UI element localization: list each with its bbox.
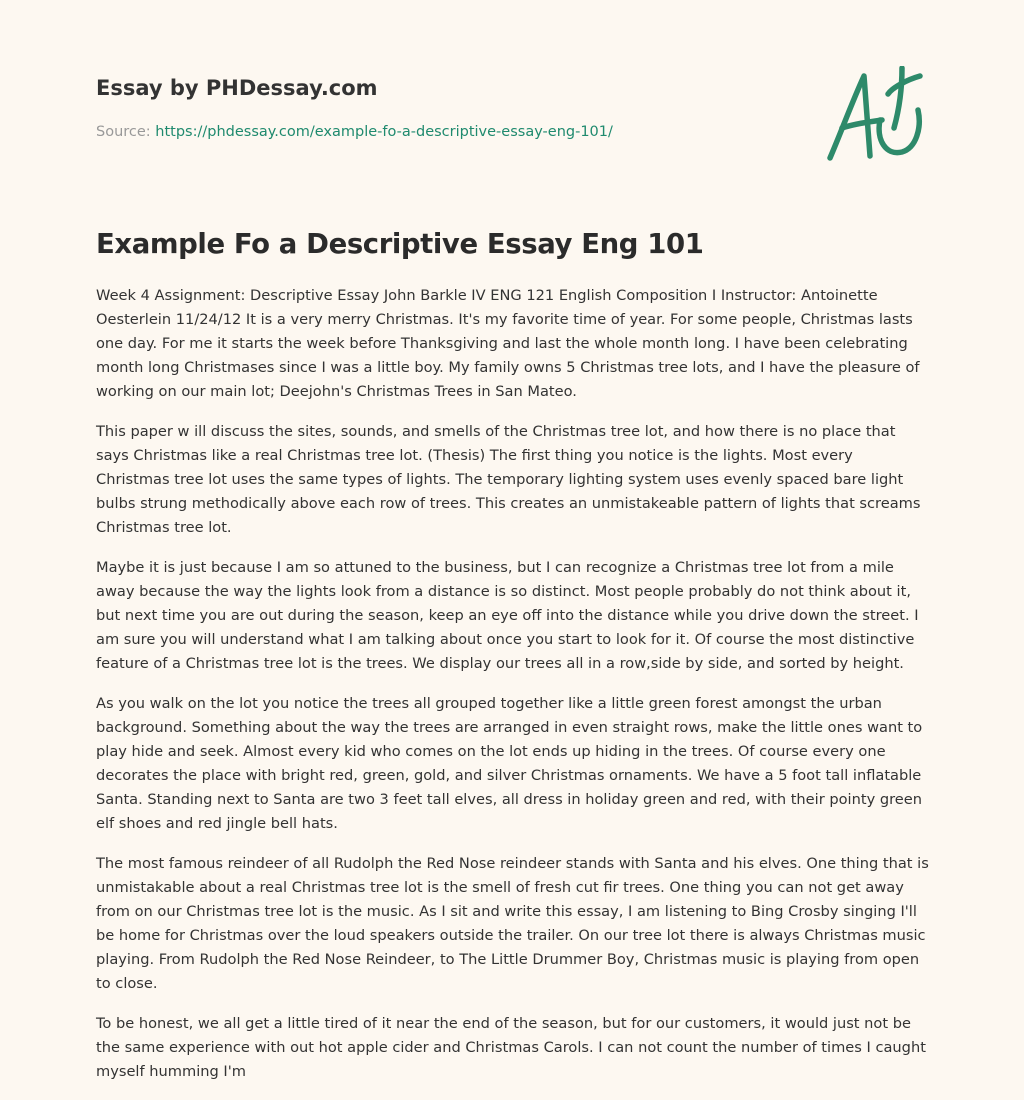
a-plus-logo-icon xyxy=(820,66,932,166)
essay-paragraph: Maybe it is just because I am so attuned to the business, but I can recognize a Christmas tree lot from a mile away because the way the lights look from a distance is so distinct. Most people probably do not think about it, but next time you are out during the season, keep an eye off into the distance while you drive down the street. I am sure you will understand what I am talking about once you start to look for it. Of course the most distinctive feature of a Christmas tree lot is the trees. We display our trees all in a row,side by side, and sorted by height. xyxy=(96,559,919,672)
essay-paragraph: The most famous reindeer of all Rudolph the Red Nose reindeer stands with Santa and his elves. One thing that is unmistakable about a real Christmas tree lot is the smell of fresh cut fir trees. One thing you can not get away from on our Christmas tree lot is the music. As I sit and write this essay, I am listening to Bing Crosby singing I'll be home for Christmas over the loud speakers outside the trailer. On our tree lot there is always Christmas music playing. From Rudolph the Red Nose Reindeer, to The Little Drummer Boy, Christmas music is playing from open to close. xyxy=(96,855,929,992)
essay-paragraph: This paper w ill discuss the sites, sounds, and smells of the Christmas tree lot, and how there is no place that says Christmas like a real Christmas tree lot. (Thesis) The first thing you notice is the lights. Most every Christmas tree lot uses the same types of lights. The temporary lighting system uses evenly spaced bare light bulbs strung methodically above each row of trees. This creates an unmistakeable pattern of lights that screams Christmas tree lot. xyxy=(96,423,921,536)
essay-paragraph: Week 4 Assignment: Descriptive Essay John Barkle IV ENG 121 English Composition I Instructor: Antoinette Oesterlein 11/24/12 It is a very merry Christmas. It's my favorite time of year. For some people, Christmas lasts one day. For me it starts the week before Thanksgiving and last the whole month long. I have been celebrating month long Christmases since I was a little boy. My family owns 5 Christmas tree lots, and I have the pleasure of working on our main lot; Deejohn's Christmas Trees in San Mateo. xyxy=(96,287,920,400)
essay-paragraph: To be honest, we all get a little tired of it near the end of the season, but for our customers, it would just not be the same experience with out hot apple cider and Christmas Carols. I can not count the number of times I caught myself humming I'm xyxy=(96,1015,926,1080)
site-brand: Essay by PHDessay.com xyxy=(96,76,378,100)
essay-title: Example Fo a Descriptive Essay Eng 101 xyxy=(96,228,704,260)
essay-paragraph: As you walk on the lot you notice the trees all grouped together like a little green forest amongst the urban background. Something about the way the trees are arranged in even straight rows, make the little ones want to play hide and seek. Almost every kid who comes on the lot ends up hiding in the trees. Of course every one decorates the place with bright red, green, gold, and silver Christmas ornaments. We have a 5 foot tall inflatable Santa. Standing next to Santa are two 3 feet tall elves, all dress in holiday green and red, with their pointy green elf shoes and red jingle bell hats. xyxy=(96,695,923,832)
essay-body xyxy=(96,284,930,1100)
source-line xyxy=(96,124,613,140)
source-link[interactable]: https://phdessay.com/example-fo-a-descriptive-essay-eng-101/ xyxy=(155,124,613,140)
source-label: Source: xyxy=(96,124,151,140)
